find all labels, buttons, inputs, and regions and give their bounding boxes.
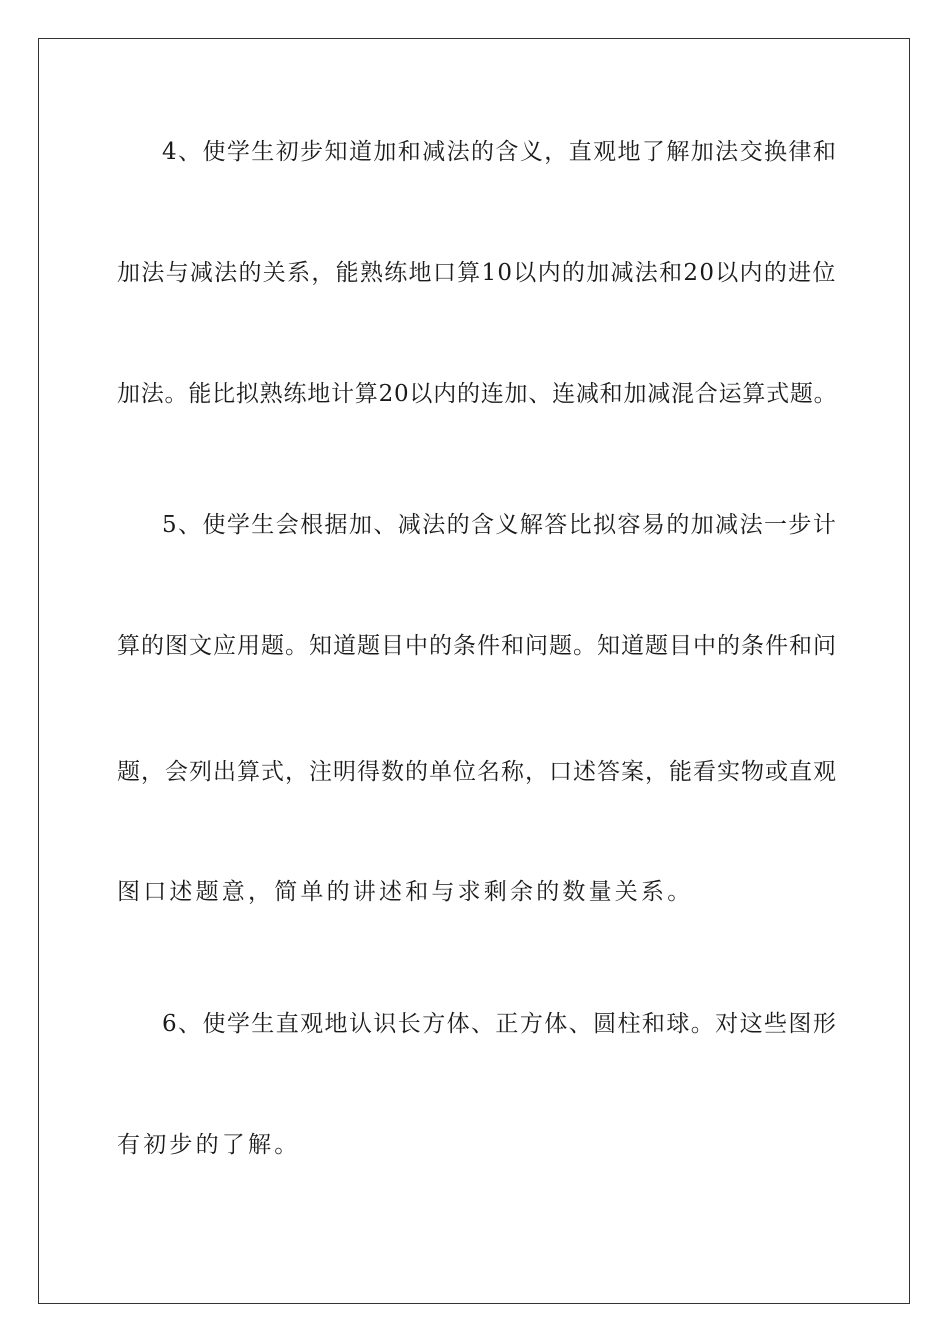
paragraph-line: 有初步的了解。: [117, 1132, 301, 1158]
paragraph-line: 题，会列出算式，注明得数的单位名称，口述答案，能看实物或直观: [117, 759, 837, 785]
paragraph-line: 6、使学生直观地认识长方体、正方体、圆柱和球。对这些图形: [162, 1011, 838, 1037]
paragraph-line: 5、使学生会根据加、减法的含义解答比拟容易的加减法一步计: [162, 512, 838, 538]
page-border: [38, 38, 910, 1304]
paragraph-line: 加法。能比拟熟练地计算20以内的连加、连减和加减混合运算式题。: [117, 381, 838, 407]
paragraph-line: 图口述题意，简单的讲述和与求剩余的数量关系。: [117, 879, 694, 905]
paragraph-line: 加法与减法的关系，能熟练地口算10以内的加减法和20以内的进位: [117, 260, 837, 286]
paragraph-line: 算的图文应用题。知道题目中的条件和问题。知道题目中的条件和问: [117, 633, 837, 659]
paragraph-line: 4、使学生初步知道加和减法的含义，直观地了解加法交换律和: [162, 139, 838, 165]
